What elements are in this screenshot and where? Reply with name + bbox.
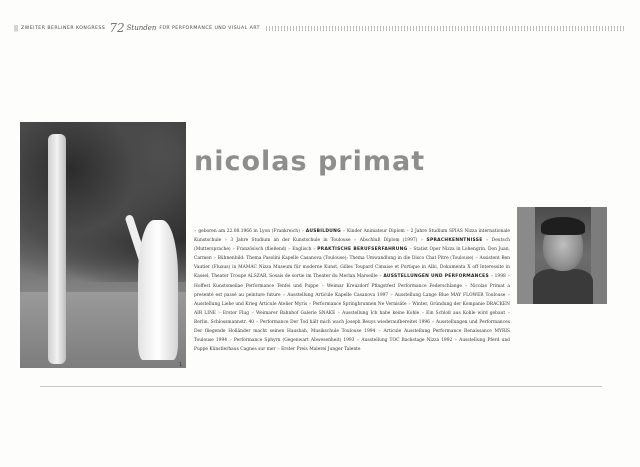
header-rule: [266, 26, 626, 31]
photo-totem-pole: [48, 134, 66, 364]
header-suffix: FÜR PERFORMANCE UND VISUAL ART: [159, 25, 260, 31]
bio-entry: Ausstellung Lange Blue MAY FLOWER Toulouse: [394, 292, 506, 298]
bio-section-heading: PRAKTISCHE BERUFSERFAHRUNG: [317, 247, 408, 253]
photo-number: 1: [179, 362, 183, 368]
bio-section-heading: AUSSTELLUNGEN UND PERFORMANCES: [383, 274, 489, 280]
bio-arrow: »: [342, 229, 347, 234]
bio-arrow: »: [379, 274, 384, 280]
bio-arrow: »: [421, 310, 427, 316]
photo-white-figure: [138, 220, 178, 360]
bio-arrow: »: [420, 238, 427, 244]
bio-entry: Abschluß Diplom (1997): [359, 238, 418, 244]
bio-arrow: »: [507, 310, 510, 316]
bio-arrow: »: [409, 247, 414, 253]
artist-name: nicolas primat: [194, 146, 426, 177]
bio-entry: Statist Oper Nizza in Lohengrin, Don Juan, Carmen: [194, 247, 510, 262]
bio-entry: Erster Flug: [222, 310, 250, 316]
bio-entry: Französisch (fließend): [236, 247, 287, 253]
bio-arrow: »: [337, 310, 343, 316]
bio-entry: Performance Springbrunnen Ne Vernisäte: [312, 301, 407, 307]
bio-entry: Ausstellung Liebe und Krieg Articule Atelier Myris: [194, 301, 308, 307]
bio-arrow: »: [485, 238, 492, 244]
bio-arrow: »: [378, 329, 384, 335]
bio-entry: geboren am 22.08.1966 in Lyon (Frankreich): [198, 229, 300, 234]
portrait-hair: [541, 217, 585, 235]
bio-arrow: »: [507, 274, 511, 280]
header-stunden: Stunden: [126, 24, 157, 32]
bio-entry: Nicolas Primat a presenté est passé au peinture future: [194, 283, 510, 298]
bio-arrow: »: [301, 229, 306, 234]
bio-arrow: »: [287, 247, 293, 253]
bio-arrow: »: [218, 310, 223, 316]
bio-arrow: »: [390, 292, 395, 298]
bio-entry: Ausstellung Articule Kapelle Casanova 1997: [287, 292, 389, 298]
artist-portrait: [517, 207, 607, 304]
bio-arrow: »: [464, 283, 471, 289]
bio-arrow: »: [251, 310, 256, 316]
page-header: [14, 21, 626, 35]
bio-section-heading: SPRACHKENNTNISSE: [426, 238, 483, 244]
bio-entry: Berlin, Schlossmannstr. 40: [194, 319, 255, 325]
bio-entry: Erster Preis Malerei Junger Talente: [281, 347, 361, 353]
bio-entry: Winter, Gründung der Kompanie DRACKEN AIR LINE: [194, 301, 510, 316]
bio-section-heading: AUSBILDUNG: [305, 229, 342, 234]
header-prefix: ZWEITER BERLINER KONGRESS: [21, 25, 106, 31]
bio-arrow: »: [282, 292, 288, 298]
bio-entry: 2 Jahre Studium SPIAS Nizza internationale Kunstschule: [194, 229, 510, 244]
bio-arrow: »: [255, 319, 261, 325]
portrait-shirt: [533, 269, 593, 304]
performance-photo: [20, 122, 186, 368]
bio-arrow: »: [490, 274, 495, 280]
bio-arrow: »: [321, 283, 327, 289]
bio-arrow: »: [224, 238, 231, 244]
bio-arrow: »: [229, 338, 234, 344]
bio-entry: Ausstellung Ich habe keine Kohle: [342, 310, 420, 316]
bio-arrow: »: [194, 229, 199, 234]
bio-arrow: »: [356, 338, 362, 344]
bio-arrow: »: [454, 338, 460, 344]
bio-entry: Ein Schloß aus Kohle wird gebaut: [426, 310, 506, 316]
bio-arrow: »: [408, 301, 413, 307]
bio-entry: Bühnenbild: Thema Pasolini Kapelle Casanova (Toulouse); Thema Umwandlung in die Disco Chat Pitre (Toulouse): [217, 256, 474, 262]
bio-arrow: »: [507, 292, 511, 298]
bio-entry: Weimar Kreuzdorf Pfingstfest Performance Federschlange: [326, 283, 463, 289]
bottom-rule: [40, 386, 602, 387]
artist-bio: [194, 227, 510, 354]
bio-entry: Ausstellung TOC Backstage Nizza 1992: [361, 338, 453, 344]
bio-entry: Performance Der Tod hält mich wach Joseph Beuys wiederaufbereitet 1996: [260, 319, 430, 325]
header-mark: ||: [14, 24, 19, 32]
bio-entry: Articule Ausstellung Performance Renaissance MYRIS Toulouse 1994: [194, 329, 510, 344]
bio-entry: 1998: [494, 274, 506, 280]
bio-entry: Ausstellungen und Performances Der fliegende Holländer macht seinen Hausbah, Musikschule Toulouse 1994: [194, 319, 510, 335]
bio-entry: Weimarer Bahnhof Galerie SNAKE: [255, 310, 336, 316]
bio-arrow: »: [312, 247, 318, 253]
bio-entry: Deutsch (Muttersprache): [194, 238, 510, 253]
bio-entry: Hoffest Kunstsmeilae Performance Tenfei und Puppe: [194, 283, 319, 289]
bio-entry: 3 Jahre Studium an der Kunstschule in Toulouse: [230, 238, 351, 244]
bio-entry: Performance Sphyrn (Gegenwart Abwesenheit) 1993: [233, 338, 355, 344]
bio-arrow: »: [232, 247, 237, 253]
bio-arrow: »: [276, 347, 282, 353]
bio-arrow: »: [475, 256, 480, 262]
bio-arrow: »: [353, 238, 360, 244]
bio-arrow: »: [406, 229, 411, 234]
portrait-frame-right: [591, 207, 607, 304]
header-number: 72: [109, 21, 125, 35]
bio-entry: Englisch: [292, 247, 312, 253]
bio-arrow: »: [213, 256, 218, 262]
bio-entry: Assistent Ben Vautier (Fluxus) in MAMAC Nizza Museum für moderne Kunst, Gilles Toupard Cimaise et Portique in Albi, Dokumenta X off Interessite in Kassel, Theater Troupe ALSZAR, Sosais de sortie im Theater du Merlan Marseille: [194, 256, 510, 280]
bio-entry: Ausstellung Pferd und Puppe Künstlerhaus Cagnes sur mer: [194, 338, 510, 353]
bio-arrow: »: [431, 319, 436, 325]
bio-arrow: »: [308, 301, 313, 307]
bio-entry: Kinder Animateur Diplom: [346, 229, 405, 234]
